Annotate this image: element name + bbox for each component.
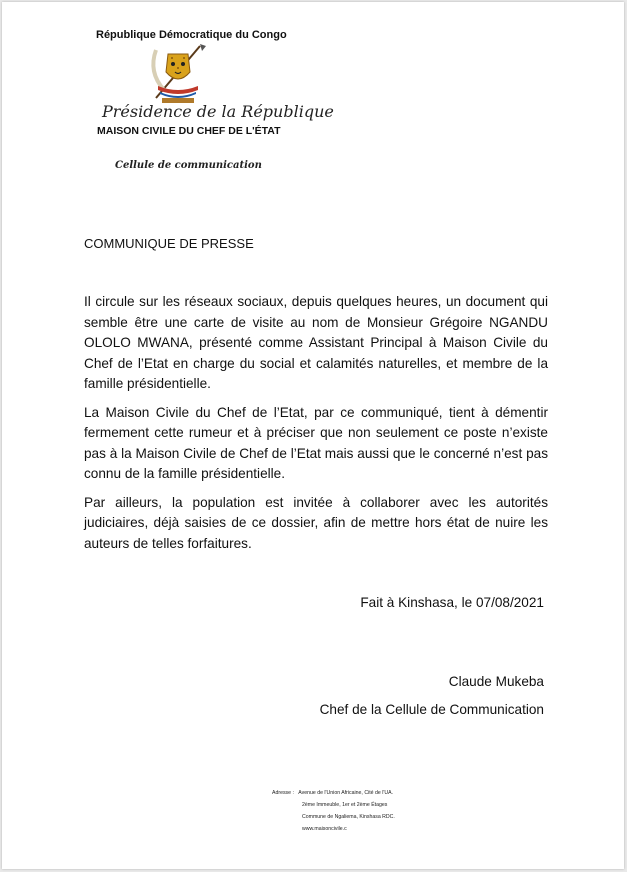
- signer-role: Chef de la Cellule de Communication: [319, 702, 544, 717]
- footer-line-1: [272, 787, 395, 799]
- country-name: République Démocratique du Congo: [96, 29, 287, 41]
- footer-label: Adresse :: [272, 790, 294, 796]
- presidence-heading: Présidence de la République: [102, 102, 334, 121]
- footer-address: [272, 787, 395, 835]
- document-page: [2, 2, 624, 869]
- maison-civile-heading: MAISON CIVILE DU CHEF DE L'ÉTAT: [97, 125, 281, 137]
- paragraph: La Maison Civile du Chef de l’Etat, par ce communiqué, tient à démentir fermement cette rumeur et à préciser que non seulement ce poste n’existe pas à la Maison Civile de Chef de l’Etat mais aussi que le concerné n’est pas connu de la famille présidentielle.: [84, 404, 548, 481]
- signer-name: Claude Mukeba: [448, 674, 544, 689]
- paragraph: Il circule sur les réseaux sociaux, depuis quelques heures, un document qui semble être une carte de visite au nom de Monsieur Grégoire NGANDU OLOLO MWANA, présenté comme Assistant Principal à Maison Civile du Chef de l’Etat en charge du social et calamités naturelles, et membre de la famille présidentielle.: [84, 294, 548, 391]
- footer-website-link[interactable]: www.maisoncivile.c: [302, 826, 347, 832]
- footer-address-line: 2ème Immeuble, 1er et 2ème Étages: [302, 802, 388, 808]
- place-date: Fait à Kinshasa, le 07/08/2021: [360, 595, 544, 610]
- document-body: [84, 292, 548, 562]
- document-title: COMMUNIQUE DE PRESSE: [84, 236, 254, 251]
- footer-address-line: Commune de Ngaliema, Kinshasa RDC.: [302, 814, 395, 820]
- footer-address-line: Avenue de l'Union Africaine, Cité de l'UA.: [298, 790, 393, 796]
- cellule-heading: Cellule de communication: [115, 160, 262, 171]
- drc-coat-of-arms-leopard-icon: [142, 42, 214, 106]
- paragraph: Par ailleurs, la population est invitée à collaborer avec les autorités judiciaires, déjà saisies de ce dossier, afin de mettre hors état de nuire les auteurs de telles forfaitures.: [84, 494, 548, 551]
